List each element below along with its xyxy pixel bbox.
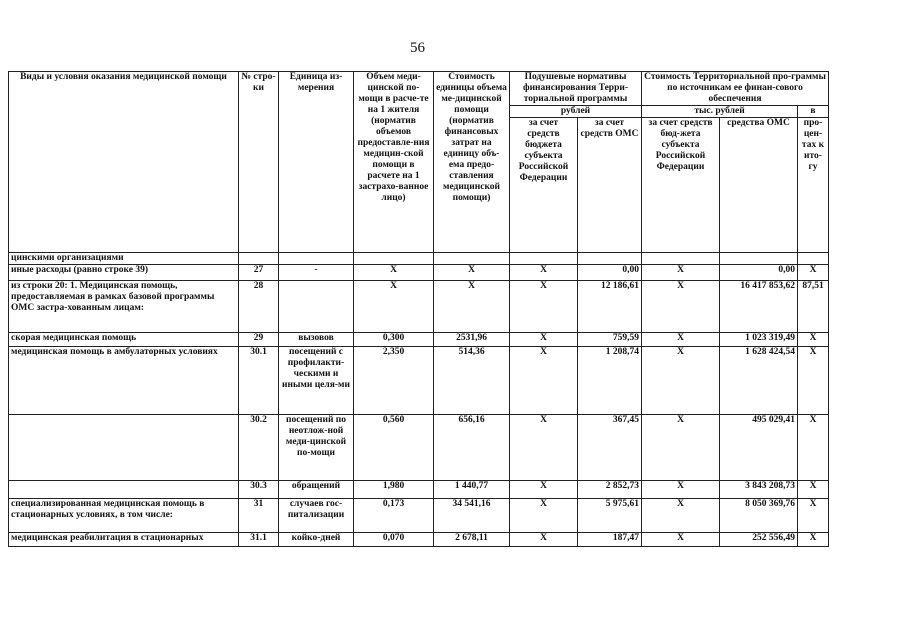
header-unit-pct: в <box>798 106 829 118</box>
table-row: иные расходы (равно строке 39) 27 - X X X 0,00 X 0,00 X <box>9 265 829 281</box>
cost-table <box>8 71 829 547</box>
header-pc-budget: за счет средств бюджета субъекта Российской Федерации <box>510 118 578 253</box>
table-row: медицинская реабилитация в стационарных 31.1 койко-дней 0,070 2 678,11 X 187,47 X 252 556,49 X <box>9 533 829 547</box>
header-row-number: № стро-ки <box>239 72 279 253</box>
header-pct: про-цен-тах к ито-гу <box>798 118 829 253</box>
table-row: специализированная медицинская помощь в стационарных условиях, в том числе: 31 случаев гос-питализации 0,173 34 541,16 X 5 975,61 X 8 050 369,76 X <box>9 499 829 533</box>
table-row: 30.3 обращений 1,980 1 440,77 X 2 852,73 X 3 843 208,73 X <box>9 481 829 499</box>
header-unit-thous: тыс. рублей <box>642 106 798 118</box>
header-volume: Объем меди-цинской по-мощи в расче-те на 1 жителя (норматив объемов предоставле-ния медицин-ской помощи в расчете на 1 застрахо-ванное лицо) <box>354 72 434 253</box>
header-kind: Виды и условия оказания медицинской помощи <box>9 72 239 253</box>
table-row: из строки 20: 1. Медицинская помощь, предоставляемая в рамках базовой программы ОМС застра-хованным лицам: 28 X X X 12 186,61 X 16 417 853,62 87,51 <box>9 281 829 333</box>
header-t-oms: средства ОМС <box>720 118 798 253</box>
header-pc-oms: за счет средств ОМС <box>578 118 642 253</box>
table-row: медицинская помощь в амбулаторных условиях 30.1 посещений с профилакти-ческими и иными целя-ми 2,350 514,36 X 1 208,74 X 1 628 424,54 X <box>9 347 829 415</box>
header-cost-group: Стоимость Территориальной про-граммы по источникам ее финан-сового обеспечения <box>642 72 829 106</box>
header-unit-rub: рублей <box>510 106 642 118</box>
page-number: 56 <box>410 40 425 56</box>
table-row: цинскими организациями <box>9 253 829 265</box>
header-t-budget: за счет средств бюд-жета субъекта Российской Федерации <box>642 118 720 253</box>
header-unit: Единица из-мерения <box>279 72 354 253</box>
table-row: 30.2 посещений по неотлож-ной меди-цинской по-мощи 0,560 656,16 X 367,45 X 495 029,41 X <box>9 415 829 481</box>
header-unit-cost: Стоимость единицы объема ме-дицинской помощи (норматив финансовых затрат на единицу объ-ема предо-ставления медицинской помощи) <box>434 72 510 253</box>
table-row: скорая медицинская помощь 29 вызовов 0,300 2531,96 X 759,59 X 1 023 319,49 X <box>9 333 829 347</box>
header-percapita-group: Подушевые нормативы финансирования Терри-ториальной программы <box>510 72 642 106</box>
